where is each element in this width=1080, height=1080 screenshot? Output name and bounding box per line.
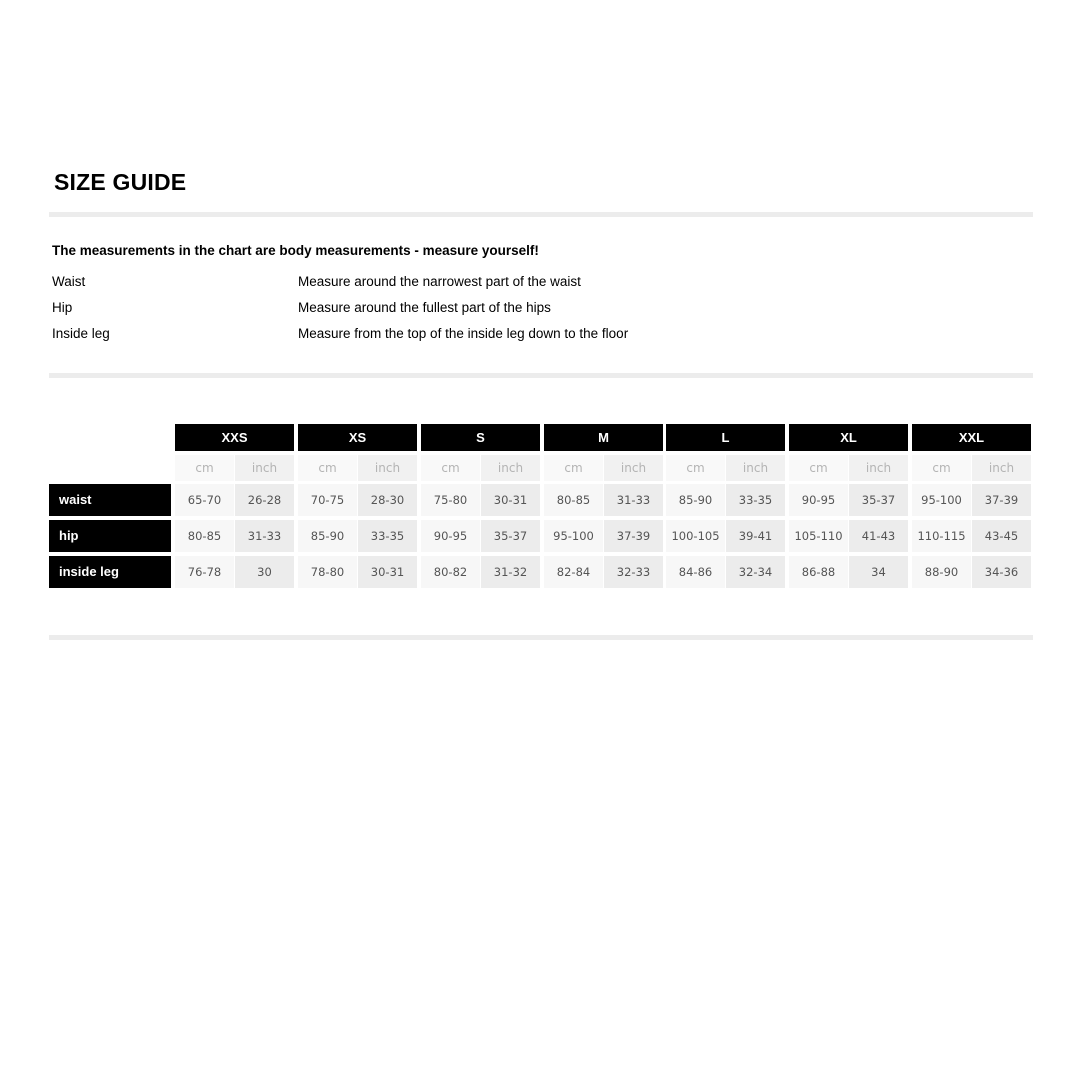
unit-label-inch: inch xyxy=(972,455,1031,481)
table-cell: 70-75 xyxy=(298,484,357,516)
table-cell: 30-31 xyxy=(481,484,540,516)
definition-term: Hip xyxy=(52,300,73,315)
table-cell: 26-28 xyxy=(235,484,294,516)
table-cell: 34 xyxy=(849,556,908,588)
unit-label-cm: cm xyxy=(175,455,234,481)
definition-description: Measure around the fullest part of the hips xyxy=(298,300,551,315)
table-cell: 31-32 xyxy=(481,556,540,588)
definition-description: Measure from the top of the inside leg down to the floor xyxy=(298,326,629,341)
table-cell: 78-80 xyxy=(298,556,357,588)
row-label: inside leg xyxy=(49,556,171,588)
unit-label-cm: cm xyxy=(666,455,725,481)
definition-term: Inside leg xyxy=(52,326,110,341)
table-cell: 30 xyxy=(235,556,294,588)
table-cell: 30-31 xyxy=(358,556,417,588)
table-cell: 41-43 xyxy=(849,520,908,552)
table-cell: 80-85 xyxy=(175,520,234,552)
table-cell: 110-115 xyxy=(912,520,971,552)
definition-term: Waist xyxy=(52,274,86,289)
size-header: S xyxy=(421,424,540,451)
intro-text: The measurements in the chart are body measurements - measure yourself! xyxy=(52,243,539,258)
table-cell: 76-78 xyxy=(175,556,234,588)
table-cell: 82-84 xyxy=(544,556,603,588)
unit-label-inch: inch xyxy=(604,455,663,481)
table-cell: 28-30 xyxy=(358,484,417,516)
table-cell: 35-37 xyxy=(481,520,540,552)
size-header: XL xyxy=(789,424,908,451)
table-cell: 39-41 xyxy=(726,520,785,552)
table-cell: 32-33 xyxy=(604,556,663,588)
unit-label-inch: inch xyxy=(726,455,785,481)
row-label: waist xyxy=(49,484,171,516)
table-cell: 37-39 xyxy=(604,520,663,552)
table-cell: 34-36 xyxy=(972,556,1031,588)
definition-inside-leg xyxy=(52,326,852,346)
table-cell: 65-70 xyxy=(175,484,234,516)
unit-label-cm: cm xyxy=(544,455,603,481)
definition-waist xyxy=(52,274,852,294)
unit-label-cm: cm xyxy=(912,455,971,481)
table-cell: 84-86 xyxy=(666,556,725,588)
unit-label-inch: inch xyxy=(849,455,908,481)
definition-description: Measure around the narrowest part of the waist xyxy=(298,274,581,289)
table-cell: 85-90 xyxy=(666,484,725,516)
table-cell: 86-88 xyxy=(789,556,848,588)
definition-hip xyxy=(52,300,852,320)
table-cell: 35-37 xyxy=(849,484,908,516)
table-cell: 95-100 xyxy=(912,484,971,516)
table-cell: 31-33 xyxy=(604,484,663,516)
table-cell: 37-39 xyxy=(972,484,1031,516)
table-cell: 33-35 xyxy=(358,520,417,552)
size-header: XXS xyxy=(175,424,294,451)
unit-label-cm: cm xyxy=(789,455,848,481)
table-cell: 31-33 xyxy=(235,520,294,552)
unit-label-inch: inch xyxy=(358,455,417,481)
table-cell: 90-95 xyxy=(789,484,848,516)
table-cell: 90-95 xyxy=(421,520,480,552)
size-header: L xyxy=(666,424,785,451)
table-cell: 43-45 xyxy=(972,520,1031,552)
table-cell: 95-100 xyxy=(544,520,603,552)
row-label: hip xyxy=(49,520,171,552)
size-header: XS xyxy=(298,424,417,451)
table-cell: 100-105 xyxy=(666,520,725,552)
table-cell: 32-34 xyxy=(726,556,785,588)
page-title: SIZE GUIDE xyxy=(54,169,187,195)
table-cell: 80-82 xyxy=(421,556,480,588)
unit-label-cm: cm xyxy=(298,455,357,481)
table-cell: 75-80 xyxy=(421,484,480,516)
unit-label-inch: inch xyxy=(235,455,294,481)
unit-label-cm: cm xyxy=(421,455,480,481)
divider xyxy=(49,212,1033,217)
size-header: M xyxy=(544,424,663,451)
table-cell: 88-90 xyxy=(912,556,971,588)
table-cell: 85-90 xyxy=(298,520,357,552)
table-cell: 105-110 xyxy=(789,520,848,552)
divider xyxy=(49,635,1033,640)
divider xyxy=(49,373,1033,378)
size-header: XXL xyxy=(912,424,1031,451)
unit-label-inch: inch xyxy=(481,455,540,481)
table-cell: 33-35 xyxy=(726,484,785,516)
table-cell: 80-85 xyxy=(544,484,603,516)
